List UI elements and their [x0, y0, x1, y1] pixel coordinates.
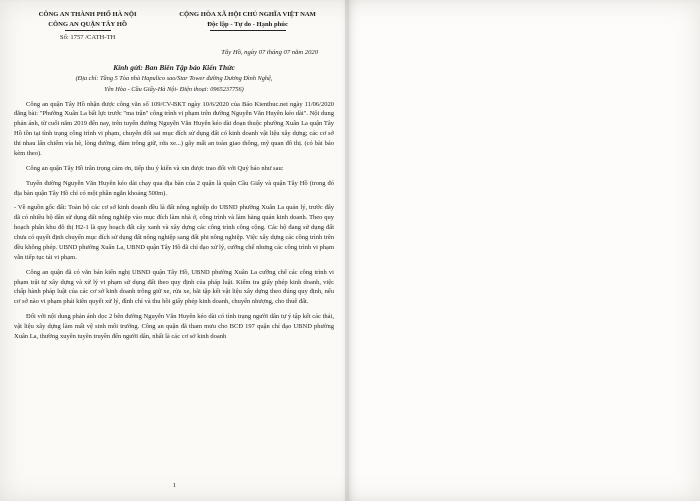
- authority-line-2: CÔNG AN QUẬN TÂY HỒ: [48, 20, 127, 28]
- paragraph: Tuyến đường Nguyễn Văn Huyên kéo dài chạy qua địa bàn của 2 quận là quận Cầu Giấy và quận Tây Hồ (trong đó địa bàn quận Tây Hồ chỉ có một phần ngắn khoảng 500m).: [14, 179, 334, 197]
- place-and-date: Tây Hồ, ngày 07 tháng 07 năm 2020: [221, 48, 318, 56]
- recipient-address-line-1: (Địa chỉ: Tầng 5 Tòa nhà Hapulico sao/Star Tower đường Dương Đình Nghệ,: [75, 74, 273, 82]
- national-title: CỘNG HÒA XÃ HỘI CHỦ NGHĨA VIỆT NAM: [179, 11, 316, 18]
- authority-line-1: CÔNG AN THÀNH PHỐ HÀ NỘI: [38, 11, 137, 18]
- right-page-sheet: [349, 0, 700, 501]
- header-divider-left: [65, 30, 111, 31]
- paragraph: Đối với nội dung phản ánh dọc 2 bên đường Nguyễn Văn Huyên kéo dài có tình trạng người dân tự ý tập kết các thải, vật liệu xây dựng làm mất vệ sinh môi trường. Công an quận đã tham mưu cho BCĐ 197 quận chỉ đạo UBND phường Xuân La, thường xuyên tuyên truyền đến người dân, nhất là các cơ sở kinh doanh: [14, 313, 334, 340]
- page-number: 1: [172, 482, 177, 489]
- document-header: [14, 10, 334, 43]
- header-divider-right: [210, 30, 286, 31]
- issuing-authority-block: [14, 10, 161, 43]
- recipient-title: Kính gửi: Ban Biên Tập báo Kiến Thức: [113, 62, 235, 72]
- document-number: Số: 1757 /CATH-TH: [59, 34, 116, 42]
- paragraph: Công an quận Tây Hồ nhận được công văn số 109/CV-BKT ngày 10/6/2020 của Báo Kienthuc.net ngày 11/06/2020 đăng bài: "Phường Xuân La bất lực trước "ma trận" công trình vi phạm trên đường Nguyễn Văn Huyên kéo dài". Nội dung phản ánh, từ cuối năm 2019 đến nay, trên tuyến đường Nguyễn Văn Huyên kéo dài đoạn thuộc phường Xuân La quận Tây Hồ tồn tại tình trạng công trình vi phạm, chuyển đổi sai mục đích sử dụng đất có kinh doanh vật liệu xây dựng; các cơ sở thi nhau lấn chiếm vỉa hè, lòng đường, đảm trông giữ, rửa xe...) gây mất an toàn giao thông, mỹ quan đô thị. (có bài báo kèm theo).: [14, 100, 334, 157]
- left-page-content: [14, 10, 334, 342]
- recipient-address-line-2: Yên Hòa - Cầu Giấy-Hà Nội- Điện thoại: 0965237756): [104, 86, 244, 94]
- left-page-sheet: [0, 0, 349, 501]
- paragraph: - Về nguồn gốc đất: Toàn bộ các cơ sở kinh doanh đều là đất nông nghiệp do UBND phường Xuân La quản lý, trước đây đã có nhiều hộ dân sử dụng đất nông nghiệp vào mục đích làm nhà ở, công trình và làm hàng quán kinh doanh. Theo quy hoạch phân khu đô thị H2-1 là quy hoạch đất cây xanh và xây dựng các công trình công cộng. Các hộ đang sử dụng đất chưa có quyết định chuyển mục đích sử dụng đất nông nghiệp sang đất phi nông nghiệp. Việc xây dựng các công trình trên đều không phép. UBND phường Xuân La, UBND quận Tây Hồ đã chỉ đạo xử lý, cưỡng chế nhưng các công trình vi phạm vẫn tiếp tục tái vi phạm.: [14, 204, 334, 261]
- national-heading-block: [161, 10, 334, 43]
- national-motto: Độc lập - Tự do - Hạnh phúc: [207, 20, 288, 28]
- paragraph: Công an quận đã có văn bản kiến nghị UBND quận Tây Hồ, UBND phường Xuân La cưỡng chế các công trình vi phạm trật tự xây dựng và xử lý vi phạm sử dụng đất theo quy định của pháp luật. Kiểm tra giấy phép kinh doanh, việc chấp hành pháp luật của các cơ sở kinh doanh trông giữ xe, rửa xe, bãi tập kết vật liệu xây dựng theo đúng quy định, nếu cơ sở nào vi phạm phải kiên quyết xử lý, đình chỉ và thu hồi giấy phép kinh doanh, chuyển nhượng, cho thuê đất.: [14, 268, 334, 306]
- paragraph: Công an quận Tây Hồ trân trọng cảm ơn, tiếp thu ý kiến và xin được trao đổi với Quý báo như sau:: [26, 164, 284, 172]
